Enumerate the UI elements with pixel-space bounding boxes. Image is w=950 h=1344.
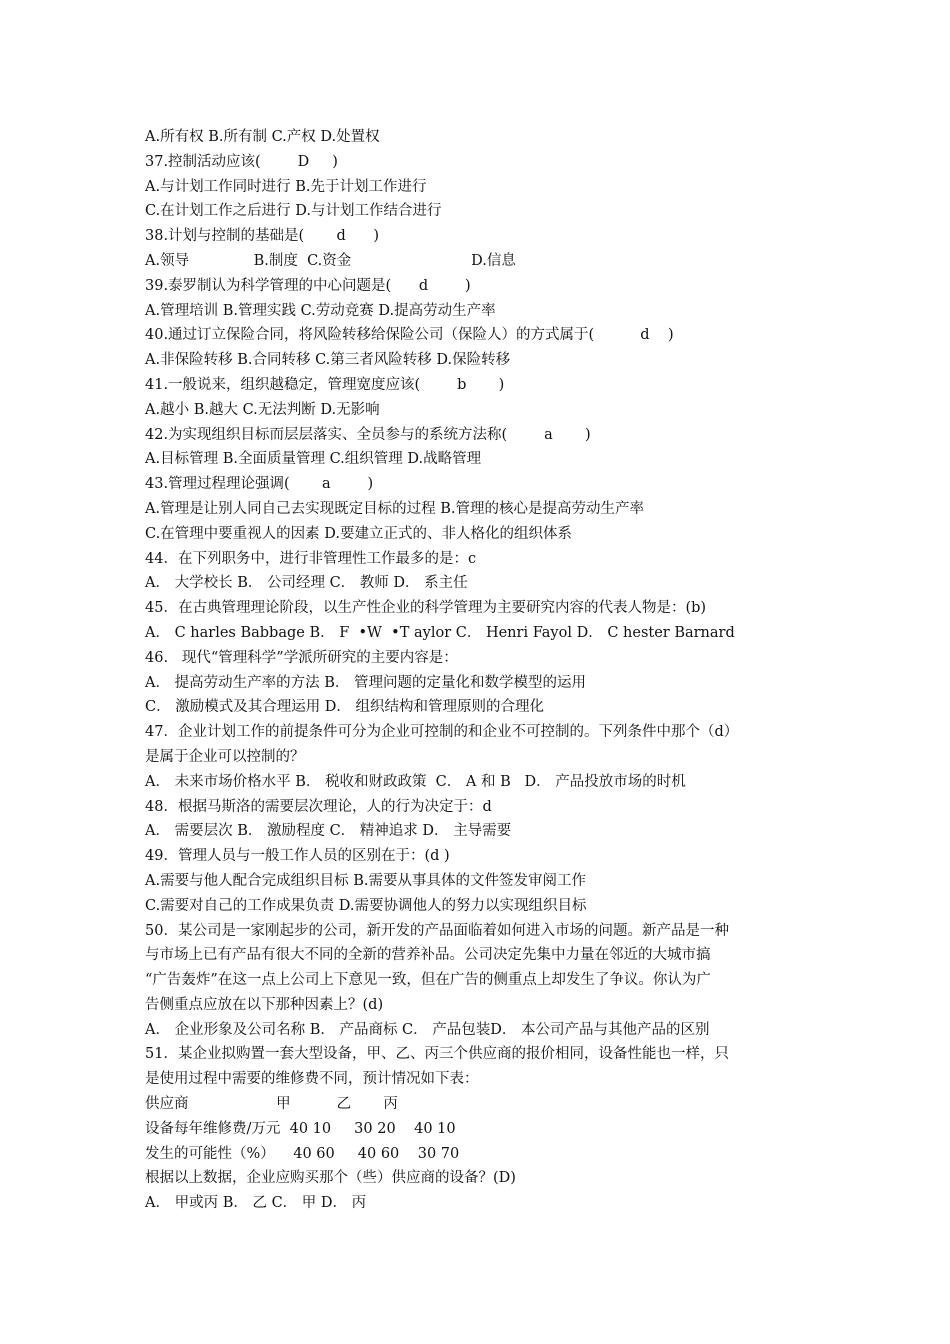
text-line: A.领导 B.制度 C.资金 D.信息	[145, 252, 516, 269]
text-line: 与市场上已有产品有很大不同的全新的营养补品。公司决定先集中力量在邻近的大城市搞	[145, 947, 711, 964]
text-line: A.管理是让别人同自己去实现既定目标的过程 B.管理的核心是提高劳动生产率	[145, 500, 644, 517]
text-line: 51．某企业拟购置一套大型设备，甲、乙、丙三个供应商的报价相同，设备性能也一样，只	[145, 1046, 729, 1063]
text-line: A.需要与他人配合完成组织目标 B.需要从事具体的文件签发审阅工作	[145, 872, 586, 889]
text-line: 49．管理人员与一般工作人员的区别在于：(d )	[145, 848, 450, 865]
text-line: 46. 现代“管理科学”学派所研究的主要内容是：	[145, 649, 458, 666]
text-line: 48．根据马斯洛的需要层次理论，人的行为决定于：d	[145, 798, 492, 815]
text-line: 供应商 甲 乙 丙	[145, 1096, 398, 1113]
text-line: 根据以上数据，企业应购买那个（些）供应商的设备？(D)	[145, 1170, 516, 1187]
text-line: A.管理培训 B.管理实践 C.劳动竞赛 D.提高劳动生产率	[145, 302, 496, 319]
text-line: 是使用过程中需要的维修费不同，预计情况如下表：	[145, 1071, 479, 1088]
text-line: 37.控制活动应该( D )	[145, 153, 338, 170]
text-line: 告侧重点应放在以下那种因素上？(d)	[145, 996, 384, 1013]
text-line: C.在管理中要重视人的因素 D.要建立正式的、非人格化的组织体系	[145, 525, 573, 542]
text-line: A． 未来市场价格水平 B． 税收和财政政策 C． A 和 B D． 产品投放市场的时机	[145, 773, 686, 790]
text-line: C． 激励模式及其合理运用 D． 组织结构和管理原则的合理化	[145, 699, 545, 716]
text-line: A.与计划工作同时进行 B.先于计划工作进行	[145, 178, 427, 195]
text-line: 43.管理过程理论强调( a )	[145, 476, 374, 493]
text-line: 50．某公司是一家刚起步的公司，新开发的产品面临着如何进入市场的问题。新产品是一种	[145, 922, 729, 939]
text-line: A． 甲或丙 B． 乙 C． 甲 D． 丙	[145, 1195, 367, 1212]
text-line: 发生的可能性（%） 40 60 40 60 30 70	[145, 1145, 460, 1162]
text-line: A.非保险转移 B.合同转移 C.第三者风险转移 D.保险转移	[145, 352, 511, 369]
text-line: 是属于企业可以控制的？	[145, 748, 305, 765]
text-line: “广告轰炸”在这一点上公司上下意见一致，但在广告的侧重点上却发生了争议。你认为广	[145, 972, 711, 989]
text-line: 40.通过订立保险合同，将风险转移给保险公司（保险人）的方式属于( d )	[145, 327, 674, 344]
text-line: A． 大学校长 B． 公司经理 C． 教师 D． 系主任	[145, 575, 468, 592]
text-line: C.在计划工作之后进行 D.与计划工作结合进行	[145, 203, 442, 220]
text-line: A.越小 B.越大 C.无法判断 D.无影响	[145, 401, 380, 418]
text-line: 38.计划与控制的基础是( d )	[145, 228, 380, 245]
text-line: A． 企业形象及公司名称 B． 产品商标 C． 产品包装D． 本公司产品与其他产品的区别	[145, 1021, 710, 1038]
text-line: 41.一般说来，组织越稳定，管理宽度应该( b )	[145, 376, 505, 393]
text-line: 45．在古典管理理论阶段，以生产性企业的科学管理为主要研究内容的代表人物是：(b)	[145, 600, 707, 617]
text-line: 39.泰罗制认为科学管理的中心问题是( d )	[145, 277, 471, 294]
text-line: A． 需要层次 B． 激励程度 C． 精神追求 D． 主导需要	[145, 823, 512, 840]
text-line: A． C harles Babbage B． F •W •T aylor C． Henri Fayol D． C hester Barnard	[145, 624, 735, 641]
text-line: 44．在下列职务中，进行非管理性工作最多的是：c	[145, 550, 477, 567]
text-line: 设备每年维修费/万元 40 10 30 20 40 10	[145, 1120, 456, 1137]
document-body	[145, 125, 815, 1216]
text-line: A． 提高劳动生产率的方法 B． 管理问题的定量化和数学模型的运用	[145, 674, 586, 691]
text-line: 42.为实现组织目标而层层落实、全员参与的系统方法称( a )	[145, 426, 591, 443]
text-line: 47．企业计划工作的前提条件可分为企业可控制的和企业不可控制的。下列条件中那个（d）	[145, 724, 739, 741]
text-line: A.目标管理 B.全面质量管理 C.组织管理 D.战略管理	[145, 451, 482, 468]
text-line: A.所有权 B.所有制 C.产权 D.处置权	[145, 129, 380, 145]
text-line: C.需要对自己的工作成果负责 D.需要协调他人的努力以实现组织目标	[145, 897, 587, 914]
